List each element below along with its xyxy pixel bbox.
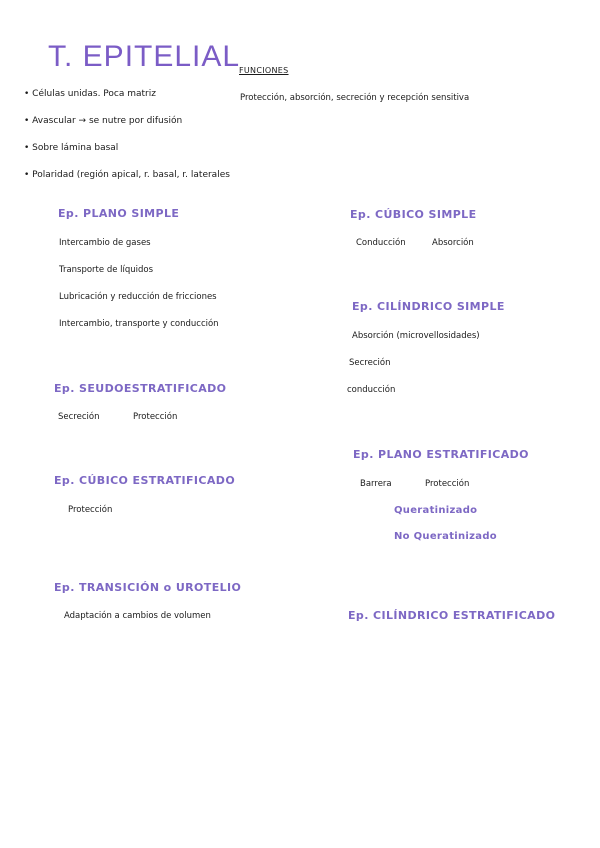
section-heading-plano-estratificado: Ep. PLANO ESTRATIFICADO [353,448,529,461]
list-item: Protección [68,505,113,515]
bullet-item: • Avascular → se nutre por difusión [24,116,183,126]
list-item: Intercambio, transporte y conducción [59,319,219,329]
section-heading-transicion: Ep. TRANSICIÓN o UROTELIO [54,581,242,594]
functions-heading: FUNCIONES [239,66,289,75]
list-item: Protección [425,479,470,489]
section-heading-cubico-estratificado: Ep. CÚBICO ESTRATIFICADO [54,474,236,487]
bullet-item: • Polaridad (región apical, r. basal, r. laterales [24,170,230,180]
list-item: Adaptación a cambios de volumen [64,611,211,621]
section-heading-cilindrico-simple: Ep. CILÍNDRICO SIMPLE [352,300,505,313]
section-heading-cilindrico-estratificado: Ep. CILÍNDRICO ESTRATIFICADO [348,609,556,622]
section-heading-cubico-simple: Ep. CÚBICO SIMPLE [350,208,477,221]
list-item: conducción [347,385,396,395]
list-item: Absorción [432,238,474,248]
list-item: Intercambio de gases [59,238,151,248]
section-heading-seudoestratificado: Ep. SEUDOESTRATIFICADO [54,382,227,395]
subtype-label: No Queratinizado [394,531,497,542]
list-item: Protección [133,412,178,422]
functions-text: Protección, absorción, secreción y recepción sensitiva [240,93,470,103]
list-item: Conducción [356,238,406,248]
list-item: Secreción [349,358,391,368]
bullet-item: • Células unidas. Poca matriz [24,89,156,99]
page-title: T. EPITELIAL [48,40,241,73]
list-item: Barrera [360,479,392,489]
list-item: Secreción [58,412,100,422]
list-item: Absorción (microvellosidades) [352,331,480,341]
list-item: Transporte de líquidos [59,265,154,275]
subtype-label: Queratinizado [394,505,478,516]
list-item: Lubricación y reducción de fricciones [59,292,217,302]
section-heading-plano-simple: Ep. PLANO SIMPLE [58,207,180,220]
bullet-item: • Sobre lámina basal [24,143,119,153]
